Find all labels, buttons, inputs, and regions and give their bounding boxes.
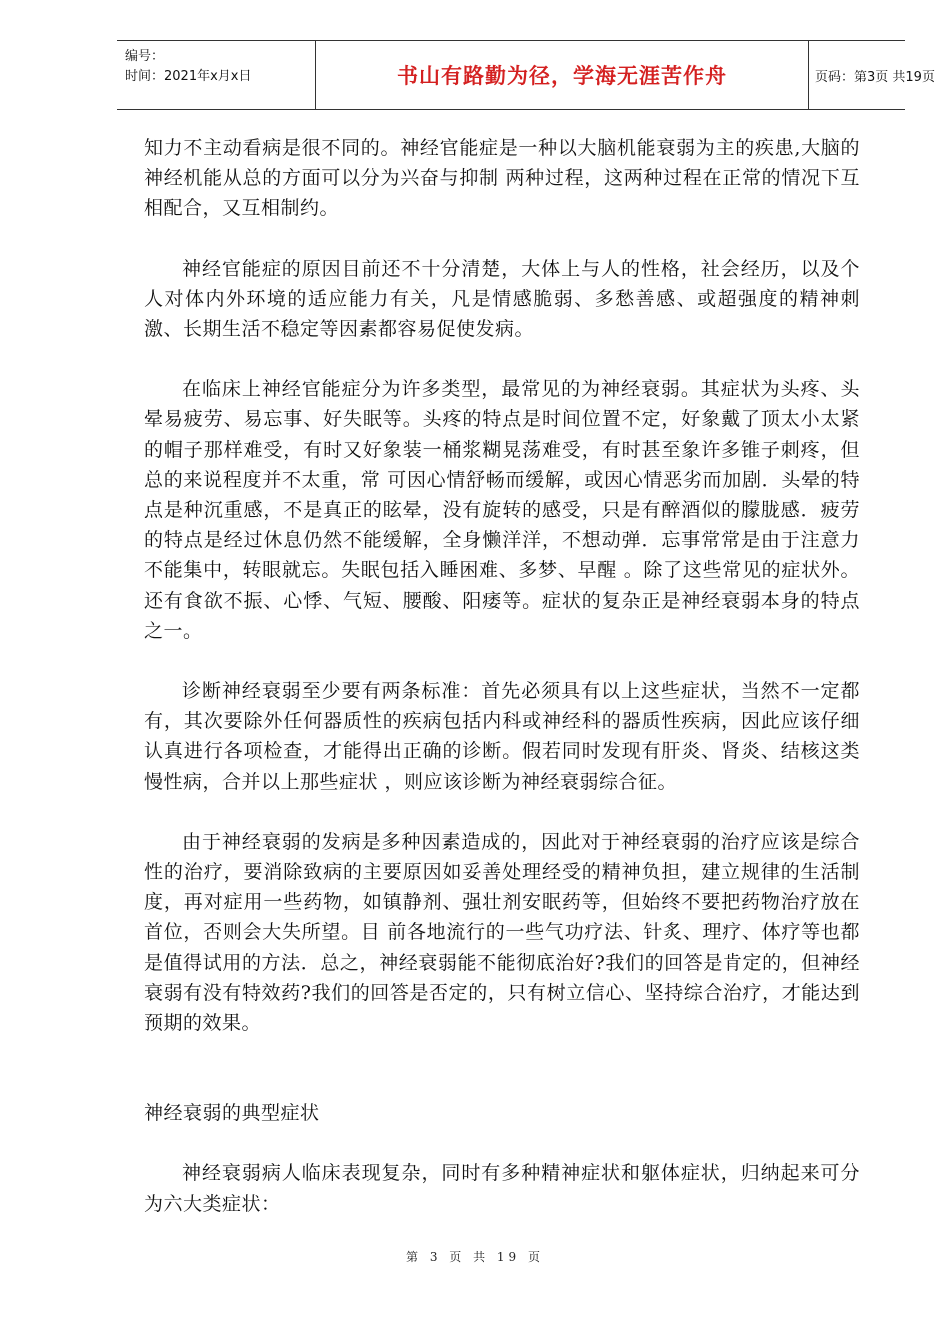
paragraph-3: 在临床上神经官能症分为许多类型，最常见的为神经衰弱。其症状为头疼、头晕易疲劳、易忘事、好失眠等。头疼的特点是时间位置不定，好象戴了顶太小太紧的帽子那样难受，有时又好象装一桶浆糊晃荡难受，有时甚至象许多锥子刺疼，但总的来说程度并不太重，常 可因心情舒畅而缓解，或因心情恶劣而加剧．头晕的特点是种沉重感，不是真正的眩晕，没有旋转的感受，只是有醉酒似的朦胧感．疲劳的特点是经过休息仍然不能缓解，全身懒洋洋，不想动弹．忘事常常是由于注意力不能集中，转眼就忘。失眠包括入睡困难、多梦、早醒 。除了这些常见的症状外。还有食欲不振、心悸、气短、腰酸、阳痿等。症状的复杂正是神经衰弱本身的特点之一。 — [144, 378, 860, 642]
paragraph-6: 神经衰弱病人临床表现复杂，同时有多种精神症状和躯体症状，归纳起来可分为六大类症状： — [144, 1162, 860, 1215]
paragraph-4: 诊断神经衰弱至少要有两条标准：首先必须具有以上这些症状，当然不一定都有，其次要除外任何器质性的疾病包括内科或神经科的器质性疾病，因此应该仔细认真进行各项检查，才能得出正确的诊断。假若同时发现有肝炎、肾炎、结核这类慢性病，合并以上那些症状 ，则应该诊断为神经衰弱综合征。 — [144, 680, 860, 793]
header-page-code: 页码：第3页 共19页 — [815, 69, 935, 85]
header-meta — [117, 41, 315, 109]
paragraph-5: 由于神经衰弱的发病是多种因素造成的，因此对于神经衰弱的治疗应该是综合性的治疗，要消除致病的主要原因如妥善处理经受的精神负担，建立规律的生活制度，再对症用一些药物，如镇静剂、强壮剂安眠药等，但始终不要把药物治疗放在首位，否则会大失所望。目 前各地流行的一些气功疗法、针炙、理疗、体疗等也都是值得试用的方法．总之，神经衰弱能不能彻底治好?我们的回答是肯定的，但神经衰弱有没有特效药?我们的回答是否定的，只有树立信心、坚持综合治疗，才能达到预期的效果。 — [144, 830, 860, 1035]
page-header — [117, 40, 935, 110]
document-number-label: 编号： — [125, 49, 165, 64]
paragraph-2: 神经官能症的原因目前还不十分清楚，大体上与人的性格，社会经历，以及个人对体内外环境的适应能力有关，凡是情感脆弱、多愁善感、或超强度的精神刺激、长期生活不稳定等因素都容易促使发病。 — [144, 257, 860, 341]
section-heading: 神经衰弱的典型症状 — [144, 1102, 320, 1125]
page-footer: 第 3 页 共 19 页 — [406, 1250, 544, 1264]
header-page-cell — [807, 41, 935, 109]
header-motto-cell — [315, 41, 809, 109]
paragraph-1: 知力不主动看病是很不同的。神经官能症是一种以大脑机能衰弱为主的疾患,大脑的神经机能从总的方面可以分为兴奋与抑制 两种过程，这两种过程在正常的情况下互相配合，又互相制约。 — [144, 137, 860, 220]
document-body — [144, 133, 860, 1219]
header-motto: 书山有路勤为径，学海无涯苦作舟 — [397, 63, 727, 88]
document-date-label: 时间：2021年x月x日 — [125, 69, 252, 84]
